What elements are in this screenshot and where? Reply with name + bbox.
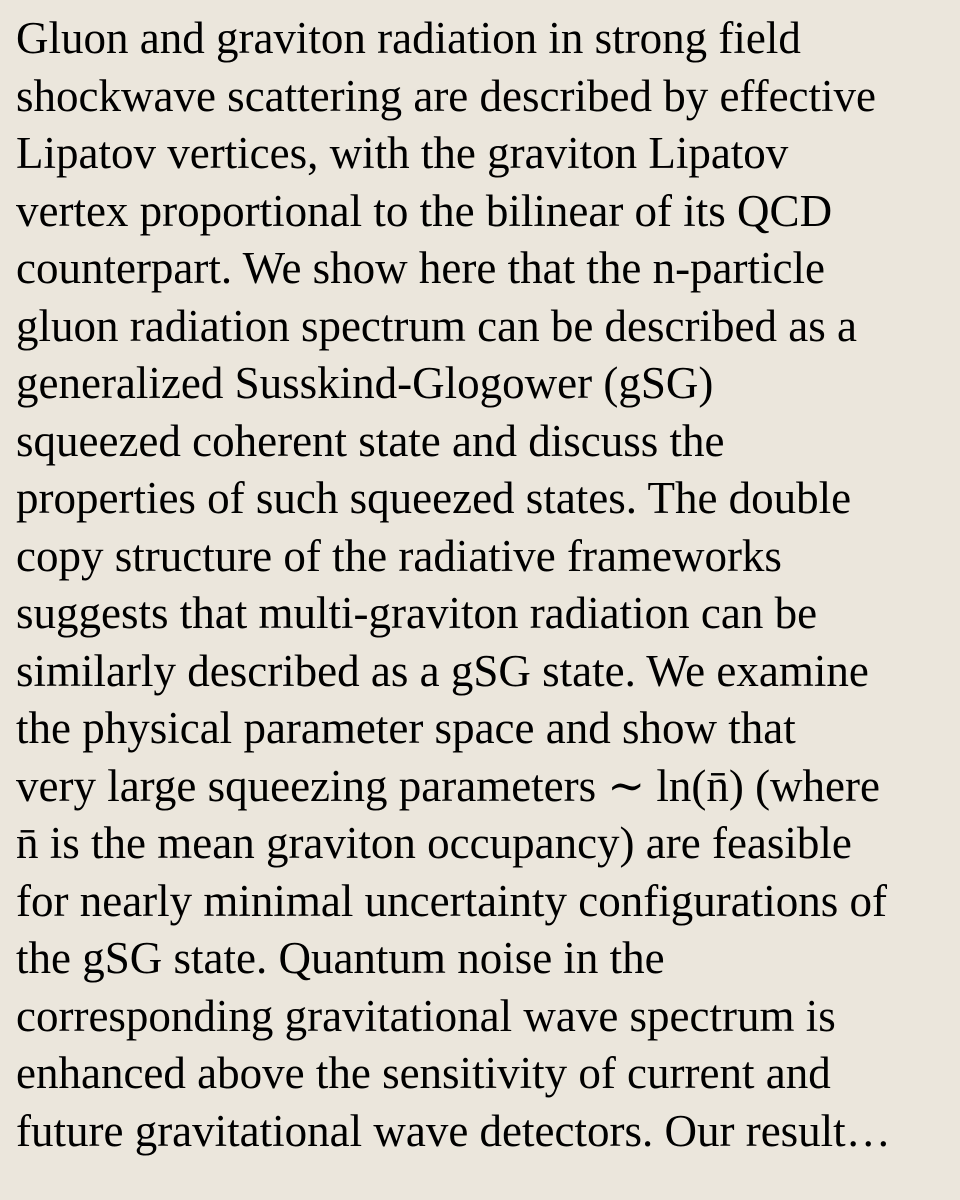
abstract-line: counterpart. We show here that the n-particle: [16, 243, 825, 293]
abstract-line: enhanced above the sensitivity of current and: [16, 1048, 831, 1098]
abstract-line: squeezed coherent state and discuss the: [16, 415, 725, 466]
abstract-line: gluon radiation spectrum can be described as a: [16, 300, 857, 351]
abstract-line: n̄ is the mean graviton occupancy) are feasible: [16, 818, 852, 868]
abstract-line: future gravitational wave detectors. Our result…: [16, 1105, 891, 1156]
abstract-line: copy structure of the radiative frameworks: [16, 530, 782, 581]
abstract-line: Gluon and graviton radiation in strong field: [16, 13, 801, 63]
abstract-line: shockwave scattering are described by effective: [16, 70, 877, 121]
abstract-line: the gSG state. Quantum noise in the: [16, 933, 665, 983]
abstract-line: properties of such squeezed states. The double: [16, 473, 852, 523]
abstract-line: vertex proportional to the bilinear of its QCD: [16, 185, 833, 236]
abstract-line: corresponding gravitational wave spectrum is: [16, 990, 836, 1041]
abstract-line: Lipatov vertices, with the graviton Lipatov: [16, 128, 789, 178]
abstract-line: for nearly minimal uncertainty configurations of: [16, 875, 887, 926]
abstract-line: very large squeezing parameters ∼ ln(n̄) (where: [16, 760, 880, 811]
abstract-line: similarly described as a gSG state. We examine: [16, 645, 869, 696]
abstract-text: [16, 10, 950, 1160]
abstract-line: the physical parameter space and show that: [16, 703, 796, 753]
abstract-line: generalized Susskind-Glogower (gSG): [16, 358, 714, 408]
abstract-line: suggests that multi-graviton radiation can be: [16, 588, 818, 638]
